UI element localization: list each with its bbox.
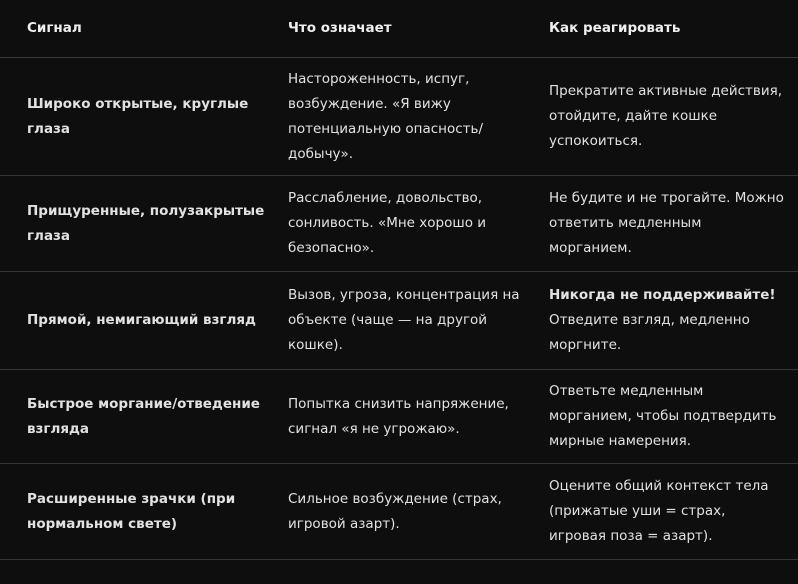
table-row <box>0 370 798 464</box>
table-header-row <box>0 0 798 58</box>
response-text: Не будите и не трогайте. Можно ответить медленным морганием. <box>549 190 784 256</box>
signal-cell: Прищуренные, полузакрытые глаза <box>27 202 265 244</box>
response-cell <box>549 474 798 549</box>
response-text: Оцените общий контекст тела (прижатые уши = страх, игровая поза = азарт). <box>549 478 769 544</box>
response-cell <box>549 79 798 154</box>
response-cell <box>549 186 798 261</box>
response-cell <box>549 379 798 454</box>
meaning-cell: Попытка снизить напряжение, сигнал «я не угрожаю». <box>288 395 509 437</box>
table-row <box>0 176 798 272</box>
signal-cell: Прямой, немигающий взгляд <box>27 312 256 328</box>
signal-cell: Расширенные зрачки (при нормальном свете) <box>27 490 236 532</box>
header-response: Как реагировать <box>549 20 681 36</box>
meaning-cell: Настороженность, испуг, возбуждение. «Я вижу потенциальную опасность/добычу». <box>288 70 484 162</box>
header-signal: Сигнал <box>27 20 82 36</box>
response-text: Отведите взгляд, медленно моргните. <box>549 312 750 353</box>
table-row <box>0 464 798 560</box>
response-text: Ответьте медленным морганием, чтобы подтвердить мирные намерения. <box>549 383 777 449</box>
response-text: Прекратите активные действия, отойдите, дайте кошке успокоиться. <box>549 83 783 149</box>
header-meaning: Что означает <box>288 20 392 36</box>
meaning-cell: Вызов, угроза, концентрация на объекте (чаще — на другой кошке). <box>288 287 520 353</box>
signal-cell: Быстрое моргание/отведение взгляда <box>27 395 260 437</box>
table-row <box>0 272 798 370</box>
table-row <box>0 58 798 176</box>
meaning-cell: Расслабление, довольство, сонливость. «Мне хорошо и безопасно». <box>288 190 487 256</box>
signal-cell: Широко открытые, круглые глаза <box>27 95 249 137</box>
response-cell <box>549 283 798 358</box>
meaning-cell: Сильное возбуждение (страх, игровой азарт). <box>288 490 502 532</box>
response-warning-text: Никогда не поддерживайте! <box>549 287 776 303</box>
